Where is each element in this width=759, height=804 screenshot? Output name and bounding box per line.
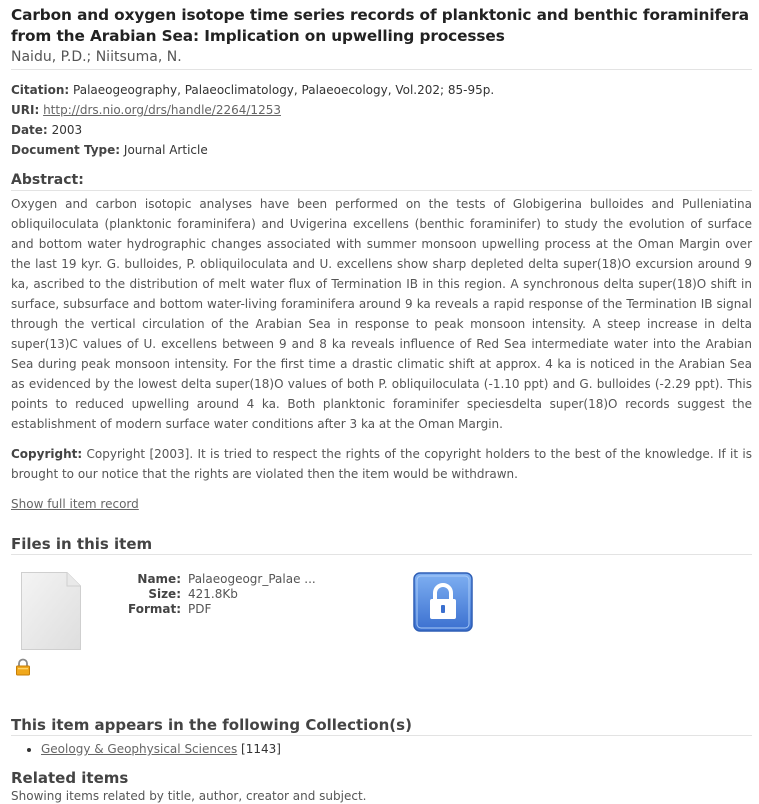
list-item: [41, 739, 752, 759]
date-row: [11, 120, 752, 140]
divider: [11, 69, 752, 70]
file-info: [121, 572, 316, 617]
doctype-row: [11, 140, 752, 160]
copyright-label: Copyright:: [11, 447, 83, 461]
item-authors: Naidu, P.D.; Niitsuma, N.: [11, 49, 182, 65]
uri-row: [11, 100, 752, 120]
restricted-lock-icon: [15, 658, 31, 680]
doctype-label: Document Type:: [11, 143, 121, 157]
divider: [11, 554, 752, 555]
file-format-label: Format:: [127, 602, 181, 616]
collections-section: [11, 715, 752, 759]
file-name-row: [121, 572, 316, 587]
uri-label: URI:: [11, 103, 40, 117]
file-size-row: [121, 587, 316, 602]
divider: [11, 190, 752, 191]
file-entry: [11, 562, 752, 682]
uri-link[interactable]: http://drs.nio.org/drs/handle/2264/1253: [43, 103, 281, 117]
copyright-section: [11, 444, 752, 484]
citation-label: Citation:: [11, 83, 70, 97]
file-format: PDF: [188, 602, 212, 616]
show-full-record-link[interactable]: Show full item record: [11, 497, 139, 511]
related-subtitle: Showing items related by title, author, creator and subject.: [11, 789, 367, 803]
related-heading: Related items: [11, 769, 129, 787]
collection-link[interactable]: Geology & Geophysical Sciences: [41, 742, 238, 756]
file-format-row: [121, 602, 316, 617]
file-size: 421.8Kb: [188, 587, 238, 601]
doctype-value: Journal Article: [123, 143, 208, 157]
abstract-text: Oxygen and carbon isotopic analyses have been performed on the tests of Globigerina bulloides and Pulleniatina obliquiloculata (planktonic foraminifera) and Uvigerina excellens (benthic foraminifer) to study the evolution of surface and bottom water hydrographic changes associated with summer monsoon upwelling process at the Oman Margin over the last 19 kyr. G. bulloides, P. obliquiloculata and U. excellens show sharp depleted delta super(18)O excursion around 9 ka, ascribed to the distribution of melt water flux of Termination IB in this region. A synchronous delta super(18)O shift in surface, subsurface and bottom water-living foraminifera around 9 ka reveals a rapid response of the Termination IB signal through the vertical circulation of the Arabian Sea in response to peak monsoon intensity. A steep increase in delta super(13)C values of U. excellens between 9 and 8 ka reveals influence of Red Sea intermediate water into the Arabian Sea during peak monsoon intensity. For the first time a drastic climatic shift at approx. 4 ka is noticed in the Arabian Sea as evidenced by the lowest delta super(18)O values of both P. obliquiloculata (-1.10 ppt) and G. bulloides (-2.29 ppt). This points to reduced upwelling around 4 ka. Both planktonic foraminifer speciesdelta super(18)O records suggest the establishment of modern surface water conditions after 3 ka at the Oman Margin.: [11, 197, 752, 431]
citation-row: [11, 80, 752, 100]
file-thumbnail-icon[interactable]: [21, 572, 81, 648]
copyright-text: Copyright [2003]. It is tried to respect the rights of the copyright holders to the best of the knowledge. If it is brought to our notice that the rights are violated then the item would be withdrawn.: [11, 447, 752, 481]
divider: [11, 735, 752, 736]
item-title: Carbon and oxygen isotope time series records of planktonic and benthic foraminifera from the Arabian Sea: Implication on upwelling processes: [11, 6, 749, 45]
date-value: 2003: [51, 123, 83, 137]
item-metadata: [11, 80, 752, 160]
abstract-heading: Abstract:: [11, 172, 84, 188]
item-view: [11, 0, 752, 804]
citation-value: Palaeogeography, Palaeoclimatology, Palaeoecology, Vol.202; 85-95p.: [73, 83, 495, 97]
access-lock-icon[interactable]: [413, 572, 473, 636]
file-size-label: Size:: [148, 587, 181, 601]
file-name-label: Name:: [137, 572, 181, 586]
files-section: [11, 534, 752, 682]
show-full-row: [11, 494, 752, 514]
abstract-section: [11, 170, 752, 434]
collection-count: [1143]: [241, 742, 281, 756]
file-name: Palaeogeogr_Palae ...: [188, 572, 316, 586]
collections-list: [11, 739, 752, 759]
files-heading: Files in this item: [11, 535, 153, 553]
related-section: [11, 768, 752, 804]
collections-heading: This item appears in the following Collection(s): [11, 716, 412, 734]
date-label: Date:: [11, 123, 48, 137]
